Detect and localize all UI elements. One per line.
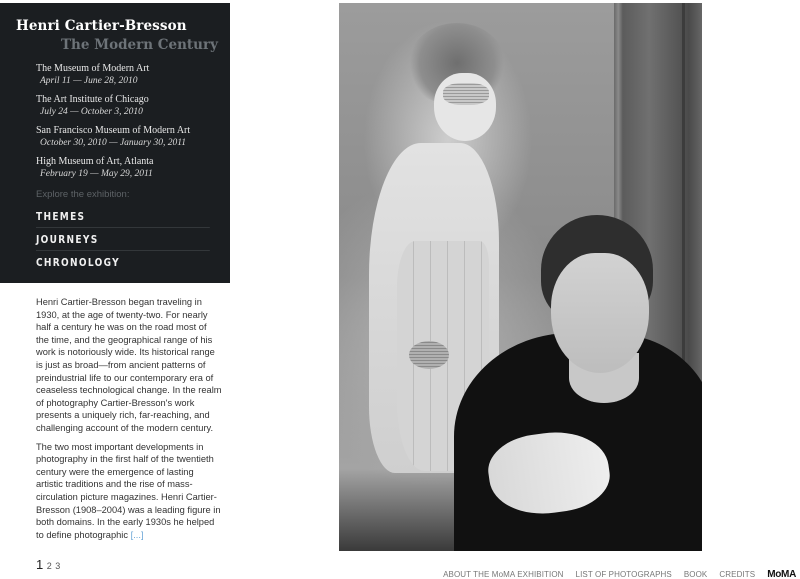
venue-dates: July 24 — October 3, 2010 — [40, 107, 143, 117]
explore-label: Explore the exhibition: — [36, 189, 130, 200]
intro-paragraph: Henri Cartier-Bresson began traveling in 1930, at the age of twenty-two. For nearly half a century he was on the road most of the time, and the geographical range of his work is notoriously wide. Its historical range is just as broad—from ancient patterns of preindustrial life to our contemporary era of ceaseless technological change. In the realm of photography Cartier-Bresson's work presents a uniquely rich, far-reaching, and challenging account of the modern century. — [36, 297, 222, 433]
moma-logo[interactable]: MoMA — [767, 569, 796, 579]
photo-woman-face — [551, 253, 649, 373]
venue-name: High Museum of Art, Atlanta — [36, 156, 154, 167]
footer-credits-link[interactable]: CREDITS — [719, 570, 756, 579]
intro-text — [36, 296, 222, 547]
venue-list — [36, 63, 226, 187]
explore-nav — [36, 205, 210, 274]
footer-nav — [431, 569, 796, 579]
venue-name: San Francisco Museum of Modern Art — [36, 125, 191, 136]
venue-dates: February 19 — May 29, 2011 — [40, 169, 153, 179]
intro-paragraph — [36, 441, 222, 542]
nav-journeys[interactable]: JOURNEYS — [36, 228, 210, 251]
footer-about-link[interactable]: ABOUT THE MoMA EXHIBITION — [443, 570, 564, 579]
photo-drawing-patch — [409, 341, 449, 369]
venue-dates: October 30, 2010 — January 30, 2011 — [40, 138, 187, 148]
footer-photographs-link[interactable]: LIST OF PHOTOGRAPHS — [575, 570, 672, 579]
page-2[interactable]: 2 — [46, 561, 52, 571]
exhibition-info-panel — [0, 3, 230, 283]
venue-name: The Art Institute of Chicago — [36, 94, 149, 105]
venue-item — [36, 125, 226, 149]
venue-item — [36, 94, 226, 118]
read-more-link[interactable]: [...] — [130, 529, 144, 540]
page-3[interactable]: 3 — [55, 561, 61, 571]
exhibition-title[interactable]: Henri Cartier-Bresson — [16, 18, 187, 34]
photo-drawing-eyes — [443, 83, 489, 105]
venue-name: The Museum of Modern Art — [36, 63, 150, 74]
nav-themes[interactable]: THEMES — [36, 205, 210, 228]
pagination — [36, 557, 61, 572]
venue-item — [36, 156, 226, 180]
footer-book-link[interactable]: BOOK — [683, 570, 708, 579]
exhibition-subtitle: The Modern Century — [61, 37, 218, 53]
intro-paragraph-text: The two most important developments in photography in the first half of the twentieth century were the emergence of lasting artistic traditions and the rise of mass-circulation picture magazines. Henri Cartier-Bresson (1908–2004) was a leading figure in both domains. In the early 1930s he helped to define photographic — [36, 441, 221, 540]
page-1[interactable]: 1 — [36, 557, 44, 572]
nav-chronology[interactable]: CHRONOLOGY — [36, 256, 120, 269]
venue-item — [36, 63, 226, 87]
featured-photograph[interactable] — [339, 3, 702, 551]
venue-dates: April 11 — June 28, 2010 — [40, 76, 138, 86]
